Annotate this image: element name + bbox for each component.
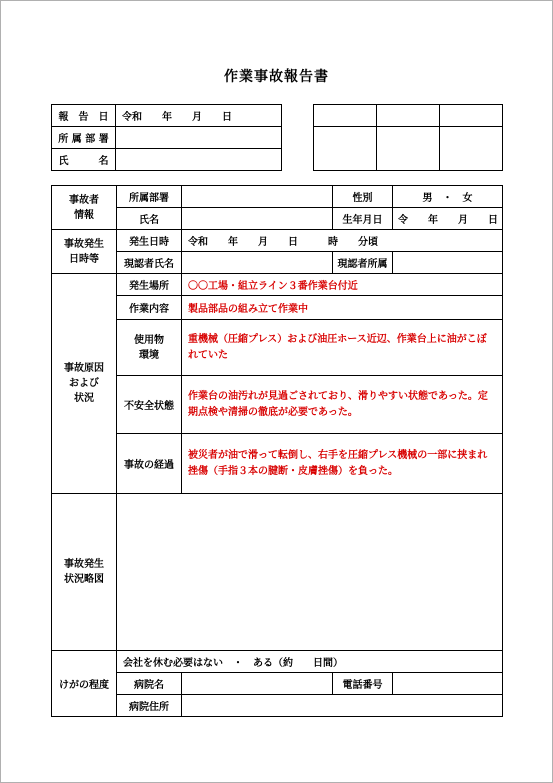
victim-dept-label: 所属部署: [117, 186, 182, 208]
hospital-address-label: 病院住所: [117, 695, 182, 717]
witness-dept-field[interactable]: [393, 252, 503, 274]
cause-section-text: 事故原因 および 状況: [64, 363, 104, 404]
stamp-header-3[interactable]: [440, 105, 503, 127]
process-field[interactable]: 被災者が油で滑って転倒し、右手を圧縮プレス機械の一部に挟まれ挫傷（手指３本の腱断・皮膚挫傷）を負った。: [182, 434, 503, 494]
stamp-box-2[interactable]: [377, 127, 440, 171]
page-title: 作業事故報告書: [224, 69, 329, 85]
leave-field[interactable]: 会社を休む必要はない ・ ある（約 日間）: [117, 651, 503, 673]
stamp-box-3[interactable]: [440, 127, 503, 171]
report-name-label: 氏 名: [52, 149, 116, 171]
sketch-section-label: [52, 494, 117, 651]
place-field[interactable]: 〇〇工場・組立ライン３番作業台付近: [182, 274, 503, 296]
victim-name-label: 氏名: [117, 208, 182, 230]
unsafe-label: 不安全状態: [117, 376, 182, 434]
witness-name-field[interactable]: [182, 252, 333, 274]
report-dept-field[interactable]: [116, 127, 282, 149]
equipment-field[interactable]: 重機械（圧縮プレス）および油圧ホース近辺、作業台上に油がこぼれていた: [182, 320, 503, 376]
approval-stamp-table: [313, 104, 503, 171]
injury-section-label: けがの程度: [52, 651, 117, 717]
victim-dept-field[interactable]: [182, 186, 333, 208]
witness-name-label: 現認者氏名: [117, 252, 182, 274]
report-name-field[interactable]: [116, 149, 282, 171]
victim-name-field[interactable]: [182, 208, 333, 230]
occurrence-section-label: [52, 230, 117, 274]
hospital-address-field[interactable]: [182, 695, 503, 717]
victim-birth-label: 生年月日: [333, 208, 393, 230]
report-date-label: 報 告 日: [52, 105, 116, 127]
work-field[interactable]: 製品部品の組み立て作業中: [182, 296, 503, 320]
hospital-name-field[interactable]: [182, 673, 333, 695]
stamp-header-1[interactable]: [314, 105, 377, 127]
phone-label: 電話番号: [333, 673, 393, 695]
place-label: 発生場所: [117, 274, 182, 296]
equipment-label-text: 使用物 環境: [134, 334, 164, 361]
victim-section-label: [52, 186, 117, 230]
occurrence-datetime-field[interactable]: 令和 年 月 日 時 分頃: [182, 230, 503, 252]
victim-section-text: 事故者 情報: [69, 194, 99, 221]
report-info-table: [51, 104, 282, 171]
victim-birth-field[interactable]: 令 年 月 日: [393, 208, 503, 230]
report-date-field[interactable]: 令和 年 月 日: [116, 105, 282, 127]
occurrence-section-text: 事故発生 日時等: [64, 238, 104, 265]
cause-section-label: [52, 274, 117, 494]
report-dept-label: 所 属 部 署: [52, 127, 116, 149]
unsafe-field[interactable]: 作業台の油汚れが見過ごされており、滑りやすい状態であった。定期点検や清掃の徹底が必要であった。: [182, 376, 503, 434]
occurrence-datetime-label: 発生日時: [117, 230, 182, 252]
sketch-area[interactable]: [117, 494, 503, 651]
work-label: 作業内容: [117, 296, 182, 320]
witness-dept-label: 現認者所属: [333, 252, 393, 274]
hospital-name-label: 病院名: [117, 673, 182, 695]
victim-gender-label: 性別: [333, 186, 393, 208]
sketch-section-text: 事故発生 状況略図: [64, 559, 104, 585]
main-form-table: [51, 185, 503, 717]
equipment-label: [117, 320, 182, 376]
process-label: 事故の経過: [117, 434, 182, 494]
phone-field[interactable]: [393, 673, 503, 695]
stamp-box-1[interactable]: [314, 127, 377, 171]
stamp-header-2[interactable]: [377, 105, 440, 127]
victim-gender-field[interactable]: 男 ・ 女: [393, 186, 503, 208]
